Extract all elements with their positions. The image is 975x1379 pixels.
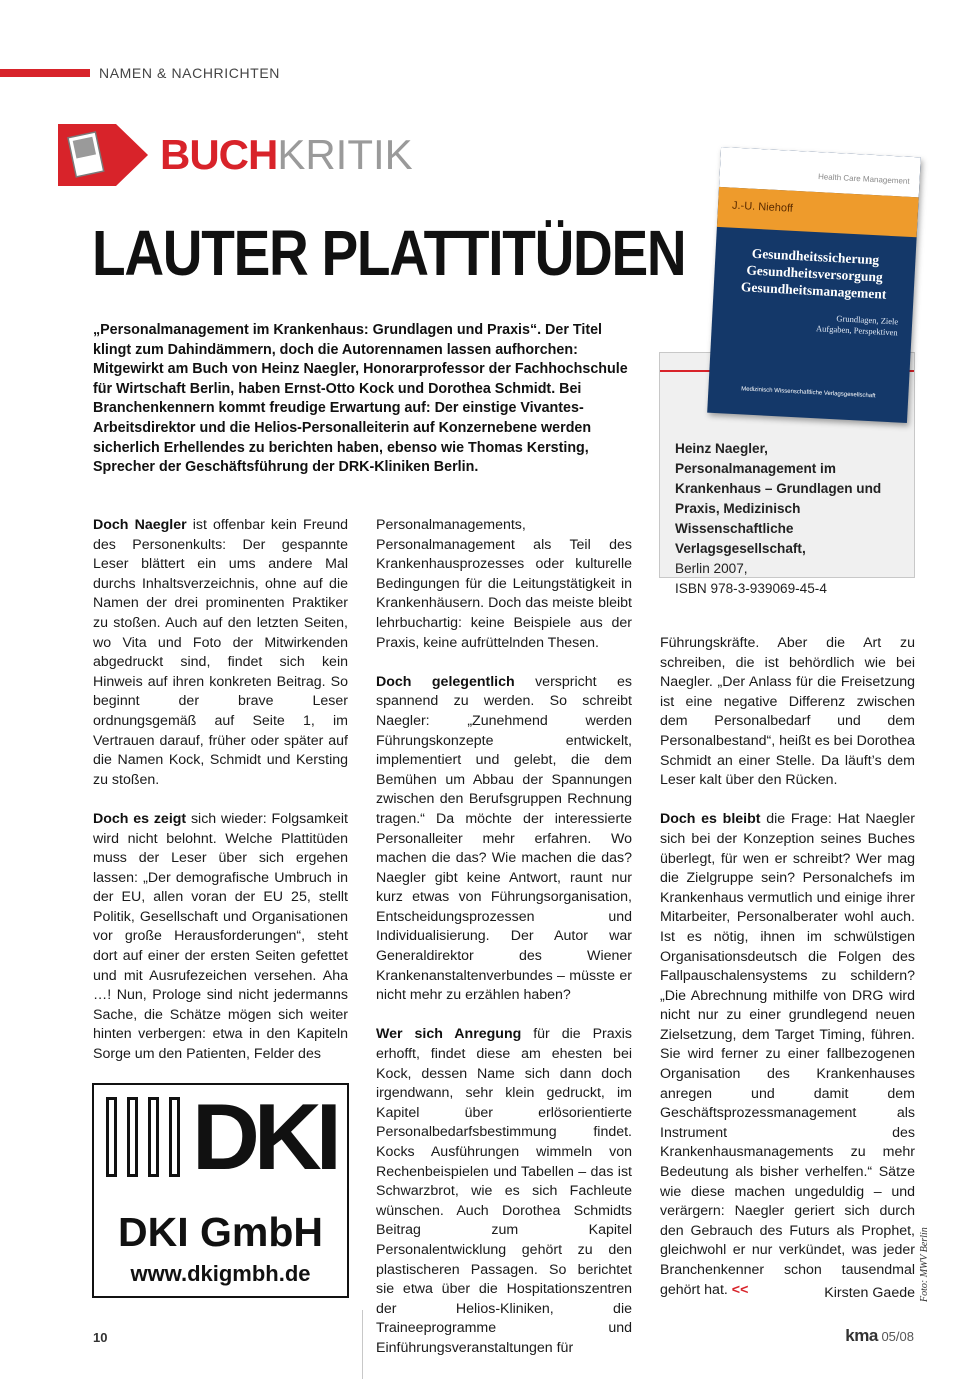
cover-author: J.-U. Niehoff [717,187,919,237]
cover-title-line: Gesundheitsmanagement [740,279,887,302]
paragraph-text: ist offenbar kein Freund des Personenkults: Der gespannte Leser blättert ein ums andere Mal durchs Inhaltsverzeichnis, ohne auf die Namen der drei prominenten Praktiker zu stoßen. Auch auf den letzten Seiten, wo Vita und Foto der Mitwirkenden abgedruckt sind, findet sich kein Hinweis auf ihren konkreten Beitrag. So beginnt der brave Leser ordnungsgemäß auf Seite 1, im Vertrauen darauf, früher oder später auf die Namen Kock, Schmidt und Kersting zu stoßen. [93,517,348,788]
paragraph [660,810,915,1300]
article-column-1 [93,516,348,1065]
paragraph [93,516,348,790]
cover-subtitle-line: Grundlagen, Ziele [836,313,899,327]
dki-advertisement[interactable] [92,1083,349,1298]
paragraph-text: die Frage: Hat Naegler sich bei der Konzeption seines Buches überlegt, für wen er schreibt? Wer mag die Zielgruppe sein? Personalchefs im Krankenhaus vermutlich und einige ihrer Mitarbeiter, Personalberater wohl auch. Ist es nötig, ihnen im schwülstigen Organisationsdeutsch die Folgen des Fallpauschalensystems zu schildern? „Die Abrechnung mithilfe von DRG wird nicht nur zu einer grundlegend neuen Zielsetzung, dem Target Timing, führen. Sie wird ferner zu einer fallbezogenen Organisation des Krankenhauses anregen und damit dem Geschäftsprozessmanagement als Instrument des Krankenhausmanagements zu mehr Bedeutung als bisher verhelfen.“ Sätze wie diese machen ungeduldig – und verärgern: Naegler geriert sich durch den Gebrauch des Futurs als Prophet, gleichwohl er nur verkündet, was jeder Branchenkenner schon tausendmal gehört hat. [660,811,916,1298]
column-logo-title [160,130,413,180]
kma-logo: kma [845,1326,878,1345]
book-caption-isbn: ISBN 978-3-939069-45-4 [675,581,827,596]
logo-part-buch: BUCH [160,131,278,178]
dki-logo-text: DKI [192,1084,336,1189]
paragraph-lead-in: Doch es zeigt [93,810,187,827]
article-headline: LAUTER PLATTITÜDEN [92,217,686,289]
cover-series: Health Care Management [817,172,910,186]
cover-subtitle-line: Aufgaben, Perspektiven [815,323,898,338]
buchkritik-book-icon [58,124,148,186]
paragraph-lead-in: Doch gelegentlich [376,673,515,690]
paragraph [376,1025,632,1358]
dki-company-name: DKI GmbH [118,1209,323,1255]
article-column-2 [376,516,632,1359]
end-mark: << [731,1281,749,1298]
paragraph-text: Führungskräfte. Aber die Art zu schreiben, die ist behördlich wie bei Naegler. „Der Anlass für die Freisetzung ist eine negative Differenz zwischen dem Personalbedarf und dem Personalbestand“, heißt es bei Dorothea Schmidt an einer Stelle. Da läuft’s dem Leser kalt über den Rücken. [660,635,915,789]
footer-brand [845,1326,914,1346]
cover-subtitle [816,312,899,338]
book-caption-title: Heinz Naegler, Personalmanagement im Krankenhaus – Grundlagen und Praxis, Medizinisch Wissenschaftliche Verlagsgesellschaft, [675,441,882,556]
paragraph [376,673,632,1006]
paragraph-text: verspricht es spannend zu werden. So schreibt Naegler: „Zunehmend werden Führungskonzepte entwickelt, implementiert und gelebt, die dem Bemühen um Abbau der Spannungen zwischen den Berufsgruppen Rechnung tragen.“ Da möchte der interessierte Personalleiter mehr erfahren. Wo machen die das? Wie machen die das? Naegler gibt keine Antwort, raunt nur kurz etwas von Führungsorganisation, Entscheidungsprozessen und Individualisierung. Der Autor war Generaldirektor des Wiener Krankenanstaltenverbundes – müsste er nicht mehr zu erzählen haben? [376,673,632,1004]
column-divider [362,1310,363,1379]
issue-number: 05/08 [881,1329,914,1344]
article-author: Kirsten Gaede [824,1285,915,1301]
cover-title-line: Gesundheitsversorgung [746,262,884,285]
paragraph [376,516,632,653]
book-caption [675,439,907,599]
dki-bars-icon [106,1097,190,1177]
cover-titles [713,243,915,304]
paragraph-lead-in: Doch Naegler [93,517,187,533]
cover-publisher: Medizinisch Wissenschaftliche Verlagsgesellschaft [741,386,876,400]
book-cover-image [707,147,921,423]
photo-credit: Foto: MWV Berlin [919,1227,930,1302]
logo-part-kritik: KRITIK [277,131,413,178]
paragraph [660,634,915,791]
paragraph [93,810,348,1065]
section-accent-bar [0,69,90,77]
paragraph-lead-in: Wer sich Anregung [376,1026,522,1043]
article-lead: „Personalmanagement im Krankenhaus: Grundlagen und Praxis“. Der Titel klingt zum Dahindämmern, doch die Autorennamen lassen aufhorchen: Mitgewirkt am Buch von Heinz Naegler, Honorarprofessor der Fachhochschule für Wirtschaft Berlin, haben Ernst-Otto Kock und Dorothea Schmidt. Bei Branchenkennern kommt freudige Erwartung auf: Der einstige Vivantes-Arbeitsdirektor und die Helios-Personalleiterin auf Konzernebene werden sicherlich Erhellendes zu berichten haben, ebenso wie Thomas Kersting, Sprecher der Geschäftsführung der DRK-Kliniken Berlin. [93,322,628,476]
paragraph-text: sich wieder: Folgsamkeit wird nicht belohnt. Welche Plattitüden muss der Leser über sich ergehen lassen: „Der demografische Umbruch in der EU, allen voran der EU 25, stellt Politik, Gesellschaft und Organisationen vor große Herausforderungen“, steht dort auf einer der ersten Seiten gefettet und mit Ausrufezeichen versehen. Aha …! Nun, Prologe sind nicht jedermanns Sache, die Schätze mögen sich weiter hinten verbergen: etwa in den Kapiteln Sorge um den Patienten, Felder des [93,810,348,1063]
book-caption-year: Berlin 2007, [675,561,748,576]
paragraph-lead-in: Doch es bleibt [660,811,761,828]
section-label: NAMEN & NACHRICHTEN [99,65,280,81]
cover-title-line: Gesundheitssicherung [751,245,880,268]
paragraph-text: Personalmanagements, Personalmanagement als Teil des Krankenhausprozesses oder kulturelle Bedingungen für die Leitungstätigkeit in Krankenhäusern. Doch das meiste bleibt lehrbuchartig: keine Beispiele aus der Praxis, keine aufrüttelnden Thesen. [376,517,632,651]
page-number: 10 [93,1330,108,1345]
article-column-3 [660,634,915,1300]
dki-url-link[interactable]: www.dkigmbh.de [130,1261,311,1286]
paragraph-text: für die Praxis erhofft, findet diese am ehesten bei Kock, dessen Name sich dann doch irgendwann, sehr klein gedruckt, im Kapitel über erlösorientierte Personalbedarfsbestimmung findet. Kocks Ausführungen wimmeln von Rechenbeispielen und Tabellen – das ist Schwarzbrot, wie es sich Fachleute wünschen. Auch Dorothea Schmidts Beitrag zum Kapitel Personalentwicklung gehört zu den plastischeren Passagen. So berichtet sie etwa über die Hospitationszentren der Helios-Kliniken, die Traineeprogramme und Einführungsveranstaltungen für [376,1026,633,1356]
